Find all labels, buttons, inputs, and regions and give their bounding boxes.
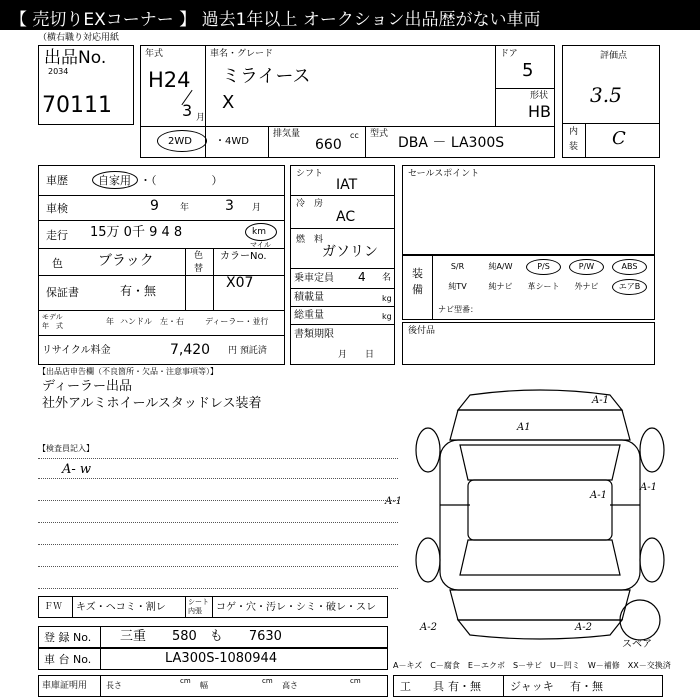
equip-item: 純TV (448, 282, 467, 291)
shaken-month-unit: 月 (252, 203, 262, 213)
doors-label: ドア (500, 49, 518, 59)
fuel-value: ガソリン (322, 244, 378, 260)
reki-label: 車歴 (46, 174, 68, 187)
docs-label: 書類期限 (294, 329, 334, 340)
chassis-value: LA300S-1080944 (165, 651, 278, 666)
jack-value: 有・無 (570, 680, 603, 693)
diagram-mark-topright: A-1 (592, 395, 609, 406)
recycle-label: リサイクル料金 (42, 345, 111, 356)
equip-item: 純ナビ (488, 282, 513, 291)
recycle-unit: 円 預託済 (228, 346, 267, 356)
equip-item: 純A/W (488, 262, 513, 271)
equip-circle (526, 259, 561, 275)
equip-item: P/W (578, 262, 595, 271)
navi-label: ナビ型番： (438, 305, 478, 314)
docs-unit: 月 日 (338, 350, 375, 360)
diagram-mark-top: A1 (517, 422, 531, 433)
cert-unit-2: cm (262, 677, 273, 685)
inspector-label: 【検査員記入】 (38, 444, 94, 453)
mileage-digits: 15万 0千 9 4 8 (90, 225, 183, 240)
sales-label: セールスポイント (408, 169, 480, 179)
mileage-unit-km: km (252, 227, 266, 237)
interior-label-2: 装 (569, 142, 579, 152)
name-label: 車名・グレード (210, 49, 274, 59)
seller-note-2: 社外アルミホイールスタッドレス装着 (42, 396, 262, 411)
listing-no-value: 70111 (42, 93, 112, 118)
equip-circle (569, 259, 604, 275)
equip-item: ABS (621, 262, 638, 271)
cert-row (38, 675, 388, 697)
month-value: 3 (182, 101, 193, 120)
equip-item: エアB (618, 282, 641, 291)
year-label: 年式 (145, 49, 164, 59)
equip-item: 外ナビ (574, 282, 599, 291)
tool-value: 有・無 (448, 680, 481, 693)
mileage-unit-mile: マイル (250, 241, 271, 249)
equip-circle (612, 279, 647, 295)
header-subnote: （横右職り対応用紙 (38, 33, 120, 43)
reg-value: 三重 580 も 7630 (120, 629, 282, 644)
warranty-value: 有・無 (120, 284, 157, 298)
sheet-value: コゲ・穴・汚レ・シミ・破レ・スレ (216, 602, 376, 613)
colorno-value: X07 (226, 275, 254, 291)
diagram-mark-center: A-1 (590, 490, 607, 501)
header-title: 【 売切りEXコーナー 】 過去1年以上 オークション出品歴がない車両 (10, 10, 541, 30)
displacement-unit: cc (350, 131, 359, 140)
displacement-value: 660 (315, 137, 342, 153)
equip-item: P/S (537, 262, 550, 271)
model-year-label-2: 年 式 (42, 322, 63, 330)
drive-2wd: 2WD (168, 136, 192, 147)
year-value: H24 (148, 68, 191, 92)
capacity-unit: 名 (382, 273, 392, 283)
inspector-note: A- w (62, 462, 92, 477)
load-unit: kg (382, 294, 392, 303)
cert-height: 高さ (282, 681, 298, 690)
sheet-label: シート (188, 598, 209, 606)
color-label: 色 (52, 257, 63, 270)
legend: A－キズ C－腐食 E－エクボ S－サビ U－凹ミ W－補修 XX－交換済 (393, 661, 671, 670)
displacement-label: 排気量 (273, 129, 301, 139)
cooling-value: AC (336, 209, 356, 225)
fw-label: ＦＷ (44, 602, 63, 612)
equip-circle (612, 259, 647, 275)
car-diagram (400, 385, 700, 650)
weight-label: 総重量 (294, 310, 324, 321)
diagram-mark-bottomleft: A-2 (420, 622, 437, 633)
interior-label-1: 内 (569, 127, 579, 137)
color-change-1: 色 (194, 251, 204, 261)
cert-unit-3: cm (350, 677, 361, 685)
cooling-label: 冷 房 (296, 199, 324, 209)
model-value: DBA － LA300S (398, 135, 505, 151)
seller-notes-label: 【出品店申告欄（不良箇所・欠品・注意事項等）】 (38, 367, 218, 376)
jack-label: ジャッキ (510, 680, 554, 693)
after-label: 後付品 (408, 326, 436, 336)
score-value: 3.5 (590, 83, 622, 107)
cert-width: 幅 (200, 681, 208, 690)
fw-value: キズ・ヘコミ・割レ (76, 602, 166, 613)
equip-label-1: 装 (412, 267, 423, 280)
shaken-year: 9 (150, 198, 159, 214)
grade: X (222, 92, 235, 113)
model-year-unit: 年 (106, 317, 114, 326)
score-label: 評価点 (600, 51, 628, 61)
weight-unit: kg (382, 312, 392, 321)
doors-value: 5 (522, 60, 534, 81)
handle-label: ハンドル 左・右 (120, 317, 184, 326)
reki-rest: ・（ ） (140, 174, 223, 187)
load-label: 積載量 (294, 292, 324, 303)
reg-label: 登 録 No. (44, 631, 92, 644)
diagram-mark-left: A-1 (385, 496, 402, 507)
body-label: 形状 (530, 91, 549, 101)
capacity-value: 4 (358, 270, 366, 284)
sheet-label2: 内張 (188, 607, 202, 615)
listing-no-tag: 2034 (48, 67, 69, 76)
model-label: 型式 (370, 129, 389, 139)
cert-long: 長さ (106, 681, 122, 690)
tool-label: 工 具 (400, 680, 444, 693)
mileage-label: 走行 (46, 229, 68, 242)
equip-item: S/R (450, 262, 465, 271)
reki-value: 自家用 (98, 174, 131, 187)
month-unit: 月 (196, 113, 206, 123)
equip-item: 革シート (527, 282, 560, 291)
chassis-label: 車 台 No. (44, 653, 92, 666)
fuel-label: 燃 料 (296, 235, 324, 245)
body-value: HB (528, 102, 552, 121)
shift-value: IAT (336, 177, 358, 193)
capacity-label: 乗車定員 (294, 273, 334, 284)
dealer-label: ディーラー・並行 (205, 317, 269, 326)
listing-no-label: 出品No. (44, 48, 107, 68)
equip-label-2: 備 (412, 283, 423, 296)
after-box (402, 322, 655, 365)
car-name: ミライース (222, 66, 311, 87)
color-value: ブラック (98, 253, 154, 269)
seller-note-1: ディーラー出品 (42, 379, 132, 394)
model-year-label-1: モデル (42, 313, 63, 321)
cert-label: 車庫証明用 (42, 681, 88, 691)
shaken-month: 3 (225, 198, 234, 214)
shift-label: シフト (296, 169, 324, 179)
interior-value: C (612, 128, 626, 149)
spare-label: スペア (622, 639, 652, 650)
color-change-2: 替 (194, 264, 204, 274)
diagram-mark-bottomright: A-2 (575, 622, 592, 633)
shaken-year-unit: 年 (180, 203, 190, 213)
drive-4wd: ・4WD (215, 136, 249, 147)
diagram-mark-right: A-1 (640, 482, 657, 493)
recycle-value: 7,420 (170, 342, 211, 358)
shaken-label: 車検 (46, 202, 68, 215)
colorno-label: カラーNo. (220, 251, 267, 262)
cert-unit-1: cm (180, 677, 191, 685)
warranty-label: 保証書 (46, 286, 79, 299)
